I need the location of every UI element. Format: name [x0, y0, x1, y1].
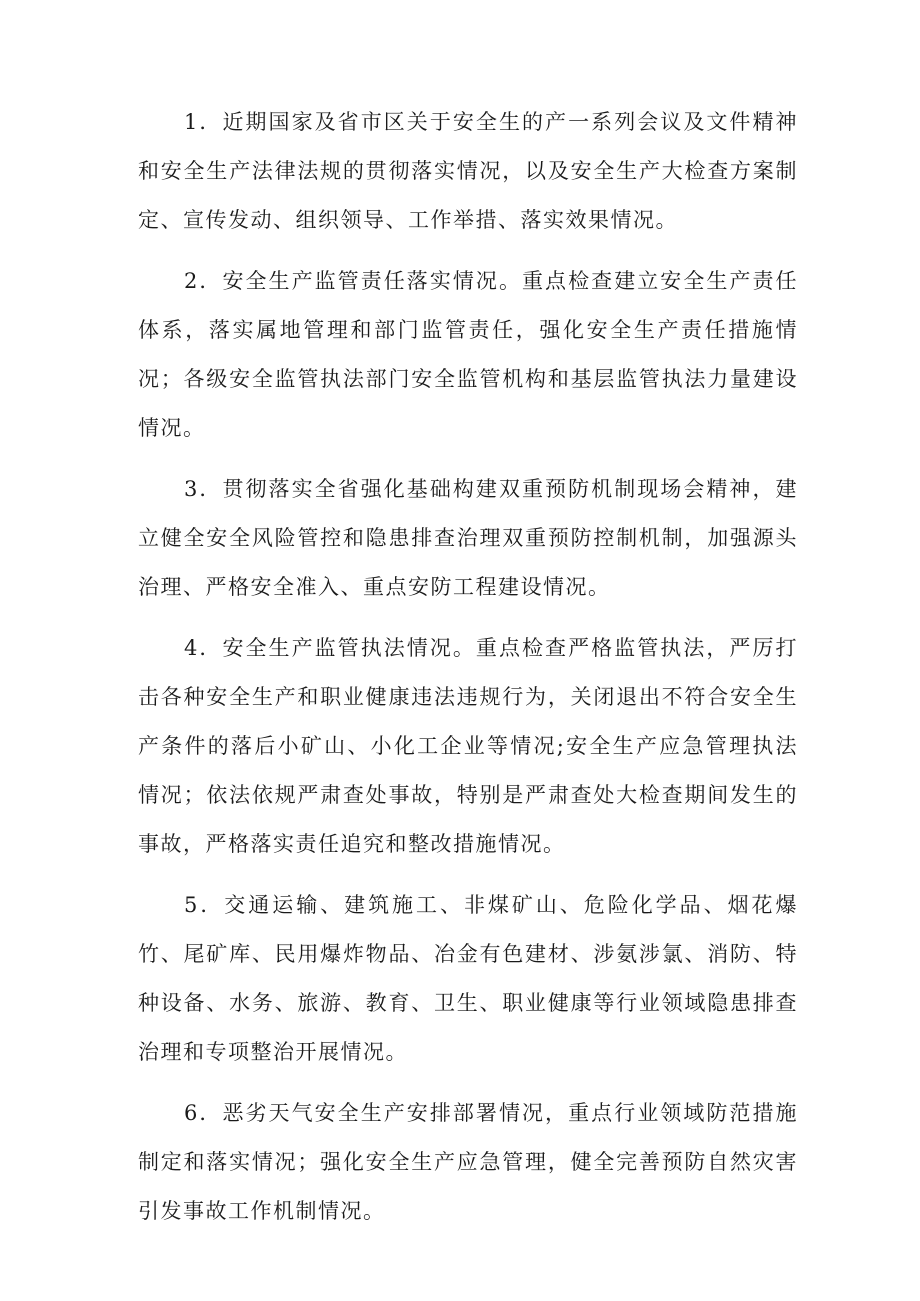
paragraph-item-1: 1．近期国家及省市区关于安全生的产一系列会议及文件精神和安全生产法律法规的贯彻落实情况，以及安全生产大检查方案制定、宣传发动、组织领导、工作举措、落实效果情况。 [138, 110, 798, 232]
paragraph-item-5: 5．交通运输、建筑施工、非煤矿山、危险化学品、烟花爆竹、尾矿库、民用爆炸物品、冶金有色建材、涉氨涉氯、消防、特种设备、水务、旅游、教育、卫生、职业健康等行业领域隐患排查治理和专项整治开展情况。 [138, 893, 798, 1064]
paragraph-item-2: 2．安全生产监管责任落实情况。重点检查建立安全生产责任体系，落实属地管理和部门监管责任，强化安全生产责任措施情况；各级安全监管执法部门安全监管机构和基层监管执法力量建设情况。 [138, 269, 798, 440]
paragraph-item-4: 4．安全生产监管执法情况。重点检查严格监管执法，严厉打击各种安全生产和职业健康违法违规行为，关闭退出不符合安全生产条件的落后小矿山、小化工企业等情况;安全生产应急管理执法情况；依法依规严肃查处事故，特别是严肃查处大检查期间发生的事故，严格落实责任追究和整改措施情况。 [138, 636, 798, 856]
paragraph-item-3: 3．贯彻落实全省强化基础构建双重预防机制现场会精神，建立健全安全风险管控和隐患排查治理双重预防控制机制，加强源头治理、严格安全准入、重点安防工程建设情况。 [138, 477, 798, 599]
document-body [138, 98, 798, 1236]
paragraph-item-6: 6．恶劣天气安全生产安排部署情况，重点行业领域防范措施制定和落实情况；强化安全生产应急管理，健全完善预防自然灾害引发事故工作机制情况。 [138, 1101, 798, 1223]
